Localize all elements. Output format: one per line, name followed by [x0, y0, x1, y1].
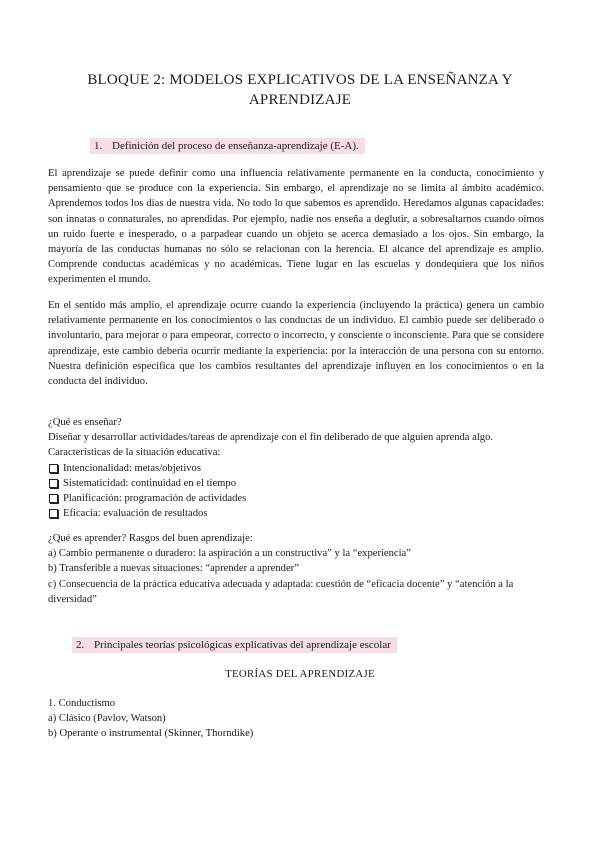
checkbox-icon [49, 494, 58, 503]
characteristic-item: Sistematicidad: continuidad en el tiempo [48, 476, 544, 491]
learning-item: a) Cambio permanente o duradero: la aspiración a un constructiva” y la “experiencia” [48, 548, 411, 560]
teaching-definition: Diseñar y desarrollar actividades/tareas de aprendizaje con el fin deliberado de que alguien aprenda algo. [48, 432, 494, 444]
learning-question: ¿Qué es aprender? Rasgos del buen aprendizaje: [48, 533, 253, 544]
theory-item: a) Clásico (Pavlov, Watson) [48, 713, 166, 725]
characteristic-item: Planificación: programación de actividades [48, 491, 544, 506]
learning-block [48, 531, 544, 607]
section-1-number: 1. [94, 140, 103, 152]
learning-item: b) Transferible a nuevas situaciones: “aprender a aprender” [48, 563, 299, 575]
characteristic-item: Eficacia: evaluación de resultados [48, 506, 544, 521]
theories-block [48, 696, 544, 742]
characteristic-item: Intencionalidad: metas/objetivos [48, 461, 544, 476]
section-2-title: Principales teorías psicológicas explicativas del aprendizaje escolar [94, 639, 391, 651]
theory-item: b) Operante o instrumental (Skinner, Thorndike) [48, 728, 254, 740]
section-1-paragraph-1: El aprendizaje se puede definir como una influencia relativamente permanente en la conducta, conocimiento y pensamiento que se produce con la experiencia. Sin embargo, el aprendizaje no se limita al ámbito académico. Aprendemos todos los días de nuestra vida. No todo lo que sabemos es aprendido. Heredamos algunas capacidades: son innatas o connaturales, no aprendidas. Por ejemplo, nadie nos enseña a deglutir, a sobresaltarnos cuando oímos un ruido fuerte e inesperado, o a parpadear cuando un objeto se acerca demasiado a los ojos. Sin embargo, la mayoría de las conductas humanas no sólo se relacionan con la herencia. El alcance del aprendizaje es amplio. Comprende conductas académicas y no académicas. Tiene lugar en las escuelas y dondequiera que los niños experimenten el mundo. [48, 168, 544, 286]
learning-item: c) Consecuencia de la práctica educativa adecuada y adaptada: cuestión de “eficacia docente” y “atención a la diversidad” [48, 578, 514, 605]
section-1-title: Definición del proceso de enseñanza-aprendizaje (E-A). [112, 140, 359, 152]
section-1-paragraph-2: En el sentido más amplio, el aprendizaje ocurre cuando la experiencia (incluyendo la práctica) genera un cambio relativamente permanente en los conocimientos o las conductas de un individuo. El cambio puede ser deliberado o involuntario, para mejorar o para empeorar, correcto o incorrecto, y consciente o inconsciente. Para que se considere aprendizaje, este cambio debería ocurrir mediante la experiencia: por la interacción de una persona con su entorno. Nuestra definición específica que los cambios resultantes del aprendizaje influyen en los conocimientos o en la conducta del individuo. [48, 300, 544, 388]
document-title [60, 70, 540, 110]
section-2-heading [72, 637, 397, 653]
teaching-question: ¿Qué es enseñar? [48, 417, 122, 428]
characteristics-label: Características de la situación educativa: [48, 447, 221, 459]
section-2-number: 2. [76, 639, 85, 651]
section-1-heading [90, 138, 365, 154]
checkbox-icon [49, 479, 58, 488]
checkbox-icon [49, 464, 58, 473]
theories-title: TEORÍAS DEL APRENDIZAJE [225, 668, 375, 680]
checkbox-icon [49, 509, 58, 518]
title-line-1: BLOQUE 2: MODELOS EXPLICATIVOS DE LA ENSEÑANZA Y [87, 72, 513, 88]
theories-heading: 1. Conductismo [48, 698, 116, 709]
teaching-block [48, 415, 544, 521]
title-line-2: APRENDIZAJE [248, 92, 352, 108]
